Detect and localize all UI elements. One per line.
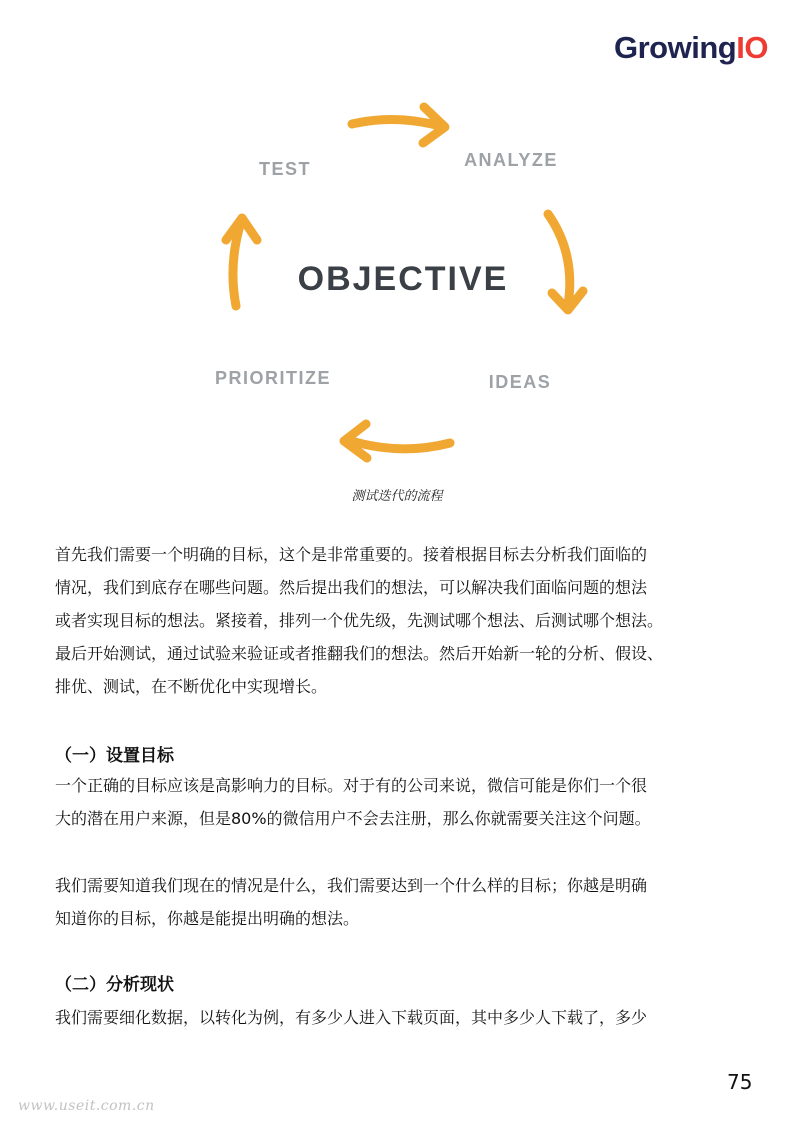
page-number: 75 [727, 1070, 753, 1094]
stage-label-analyze: ANALYZE [464, 150, 558, 170]
stage-label-ideas: IDEAS [488, 372, 552, 392]
intro-line: 或者实现目标的想法。紧接着，排列一个优先级，先测试哪个想法、后测试哪个想法。 [55, 611, 664, 630]
objective-cycle-diagram [0, 0, 794, 510]
paragraph-line: 知道你的目标，你越是能提出明确的想法。 [55, 909, 360, 928]
intro-paragraph [55, 538, 755, 703]
stage-label-prioritize: PRIORITIZE [214, 368, 332, 388]
intro-line: 首先我们需要一个明确的目标，这个是非常重要的。接着根据目标去分析我们面临的 [55, 545, 648, 564]
paragraph-line: 我们需要细化数据，以转化为例，有多少人进入下载页面，其中多少人下载了，多少 [55, 1008, 648, 1027]
section-heading-set-goal: （一）设置目标 [55, 746, 174, 766]
arrow-prioritize-to-test [226, 218, 257, 306]
logo-accent-text: IO [736, 30, 768, 65]
intro-line: 排优、测试，在不断优化中实现增长。 [55, 677, 328, 696]
arrow-ideas-to-prioritize [344, 424, 450, 458]
paragraph-line: 一个正确的目标应该是高影响力的目标。对于有的公司来说，微信可能是你们一个很 [55, 776, 648, 795]
paragraph-line: 我们需要知道我们现在的情况是什么，我们需要达到一个什么样的目标；你越是明确 [55, 876, 648, 895]
intro-line: 情况，我们到底存在哪些问题。然后提出我们的想法，可以解决我们面临问题的想法 [55, 578, 648, 597]
diagram-caption: 测试迭代的流程 [351, 489, 443, 504]
watermark: www.useit.com.cn [18, 1098, 155, 1114]
arrow-analyze-to-ideas [548, 214, 583, 310]
section-heading-analyze-status: （二）分析现状 [55, 975, 174, 995]
stage-label-test: TEST [258, 159, 312, 179]
section1-paragraph-1 [55, 769, 755, 835]
intro-line: 最后开始测试，通过试验来验证或者推翻我们的想法。然后开始新一轮的分析、假设、 [55, 644, 664, 663]
logo-text: Growing [614, 30, 737, 65]
paragraph-line: 大的潜在用户来源，但是80%的微信用户不会去注册，那么你就需要关注这个问题。 [55, 809, 651, 828]
diagram-center-label: OBJECTIVE [297, 260, 509, 298]
section1-paragraph-2 [55, 869, 755, 935]
section2-paragraph-1 [55, 1001, 755, 1034]
arrow-test-to-analyze [352, 107, 445, 143]
